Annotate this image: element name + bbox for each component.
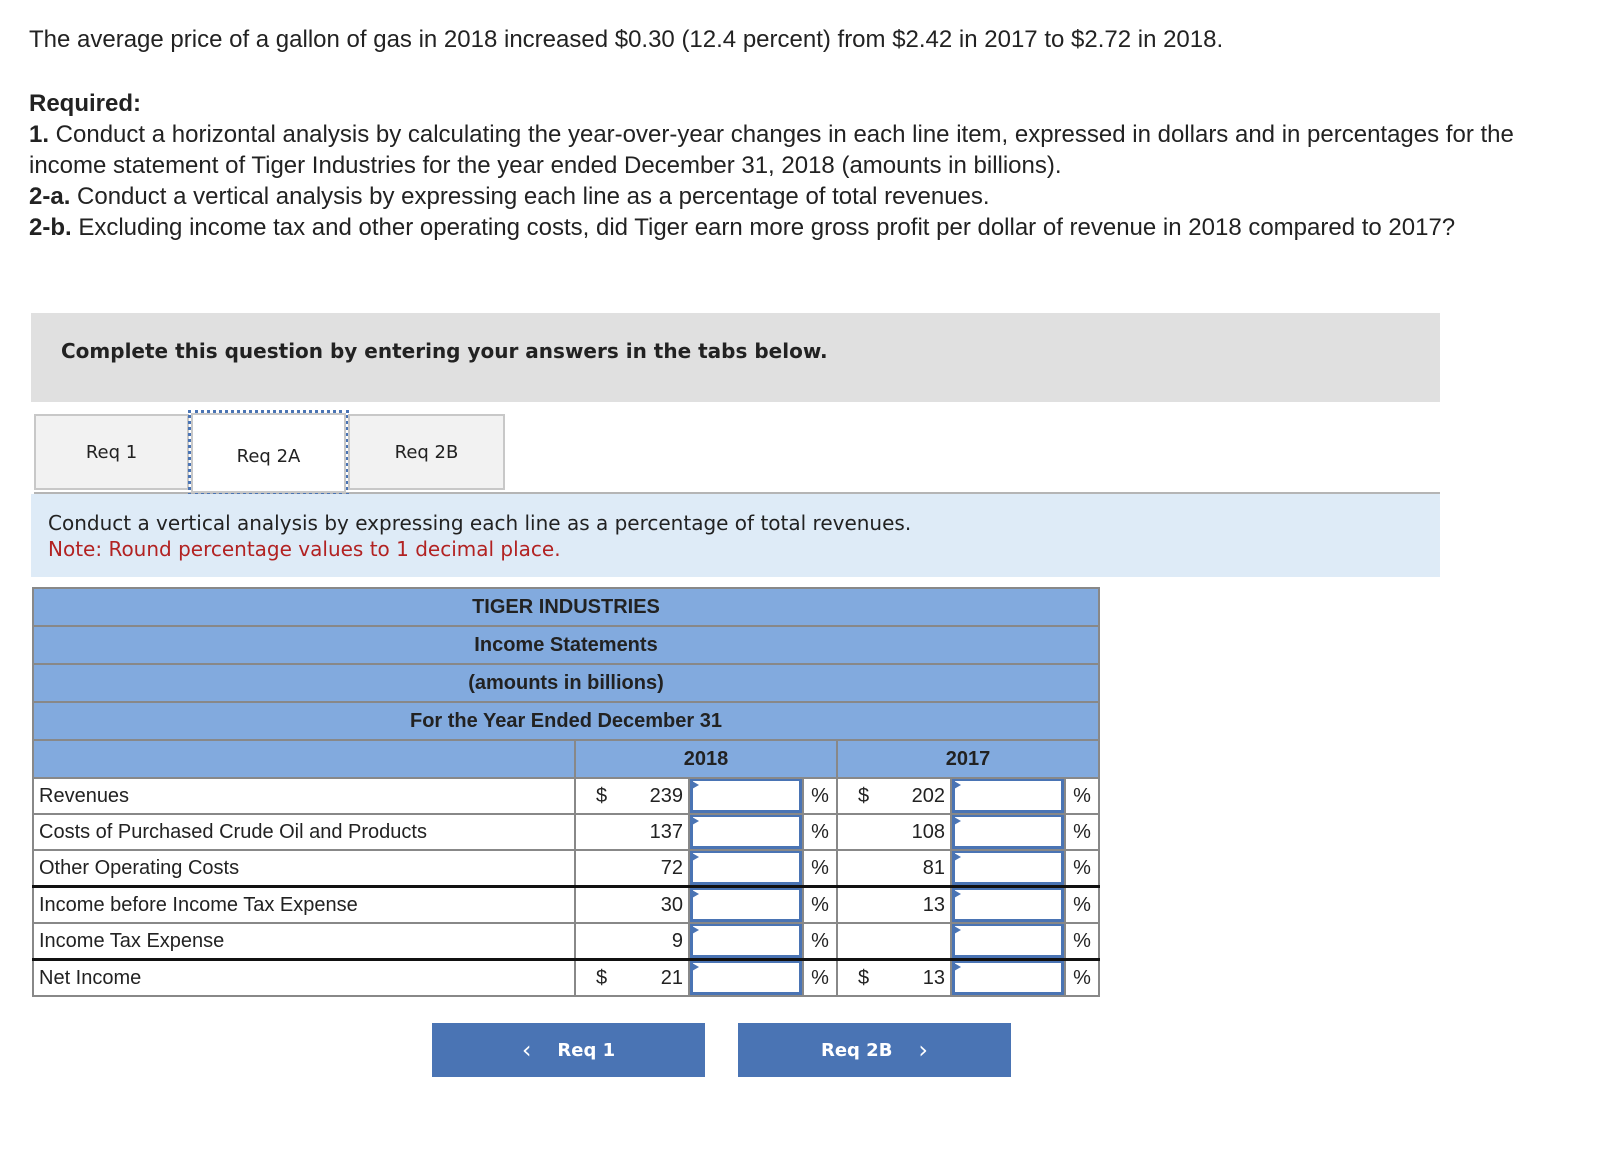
line-item-label: Revenues xyxy=(33,778,575,814)
percent-2018-field[interactable] xyxy=(690,888,802,922)
table-row xyxy=(33,960,1099,997)
table-row xyxy=(33,887,1099,924)
year-2018-header: 2018 xyxy=(575,740,837,778)
percent-sign: % xyxy=(803,778,837,814)
table-row xyxy=(33,778,1099,814)
line-item-label: Costs of Purchased Crude Oil and Products xyxy=(33,814,575,850)
percent-2017-field[interactable] xyxy=(952,924,1064,958)
percent-2018-input[interactable] xyxy=(689,960,803,997)
percent-2017-field[interactable] xyxy=(952,888,1064,922)
line-item-label: Net Income xyxy=(33,960,575,997)
statement-units: (amounts in billions) xyxy=(33,664,1099,702)
table-row xyxy=(33,814,1099,850)
requirement-2a: 2-a. Conduct a vertical analysis by expressing each line as a percentage of total revenues. xyxy=(29,183,990,210)
percent-2018-field[interactable] xyxy=(690,851,802,885)
percent-sign: % xyxy=(803,960,837,997)
amount-2017 xyxy=(837,923,951,960)
rounding-note: Note: Round percentage values to 1 decimal place. xyxy=(48,537,561,561)
requirement-1: 1. Conduct a horizontal analysis by calculating the year-over-year changes in each line item, expressed in dollars and in percentages for the income statement of Tiger Industries for the year ended December 31, 2018 (amounts in billions). xyxy=(29,121,1514,179)
percent-sign: % xyxy=(1065,923,1099,960)
amount-2017: $ 13 xyxy=(837,960,951,997)
year-2017-header: 2017 xyxy=(837,740,1099,778)
line-item-label: Income Tax Expense xyxy=(33,923,575,960)
requirement-2b: 2-b. Excluding income tax and other operating costs, did Tiger earn more gross profit per dollar of revenue in 2018 compared to 2017? xyxy=(29,214,1456,241)
percent-sign: % xyxy=(803,923,837,960)
statement-title: Income Statements xyxy=(33,626,1099,664)
prev-req-1-button[interactable]: ‹ Req 1 xyxy=(432,1023,705,1077)
table-row xyxy=(33,923,1099,960)
amount-2018: 72 xyxy=(575,850,689,887)
tab-instructions xyxy=(31,494,1440,577)
percent-sign: % xyxy=(803,814,837,850)
percent-2017-input[interactable] xyxy=(951,923,1065,960)
percent-2017-field[interactable] xyxy=(952,851,1064,885)
percent-sign: % xyxy=(803,850,837,887)
percent-2017-input[interactable] xyxy=(951,814,1065,850)
line-item-label: Income before Income Tax Expense xyxy=(33,887,575,924)
percent-2018-field[interactable] xyxy=(690,961,802,995)
percent-sign: % xyxy=(1065,887,1099,924)
company-name: TIGER INDUSTRIES xyxy=(33,588,1099,626)
next-req-2b-button[interactable]: Req 2B › xyxy=(738,1023,1011,1077)
percent-2017-input[interactable] xyxy=(951,778,1065,814)
income-statement-table xyxy=(32,587,1100,997)
percent-2017-field[interactable] xyxy=(952,961,1064,995)
question-text xyxy=(29,24,1589,243)
table-row xyxy=(33,850,1099,887)
percent-2018-input[interactable] xyxy=(689,850,803,887)
statement-period: For the Year Ended December 31 xyxy=(33,702,1099,740)
amount-2017: 108 xyxy=(837,814,951,850)
instruction-text: Conduct a vertical analysis by expressing each line as a percentage of total revenues. xyxy=(48,511,912,535)
tab-req-2b[interactable]: Req 2B xyxy=(348,414,505,490)
percent-sign: % xyxy=(803,887,837,924)
percent-2017-input[interactable] xyxy=(951,960,1065,997)
percent-sign: % xyxy=(1065,960,1099,997)
percent-sign: % xyxy=(1065,778,1099,814)
amount-2018: 9 xyxy=(575,923,689,960)
percent-2018-input[interactable] xyxy=(689,887,803,924)
percent-2018-field[interactable] xyxy=(690,779,802,813)
percent-sign: % xyxy=(1065,814,1099,850)
percent-2017-field[interactable] xyxy=(952,779,1064,813)
amount-2017: $ 202 xyxy=(837,778,951,814)
amount-2018: $ 239 xyxy=(575,778,689,814)
amount-2018: 137 xyxy=(575,814,689,850)
percent-sign: % xyxy=(1065,850,1099,887)
percent-2018-field[interactable] xyxy=(690,815,802,849)
percent-2018-input[interactable] xyxy=(689,814,803,850)
percent-2018-input[interactable] xyxy=(689,778,803,814)
amount-2018: 30 xyxy=(575,887,689,924)
percent-2017-input[interactable] xyxy=(951,850,1065,887)
tab-bar xyxy=(34,413,1440,494)
instructions-banner: Complete this question by entering your answers in the tabs below. xyxy=(31,313,1440,402)
chevron-left-icon: ‹ xyxy=(521,1036,532,1064)
chevron-right-icon: › xyxy=(918,1036,929,1064)
amount-2018: $ 21 xyxy=(575,960,689,997)
percent-2018-field[interactable] xyxy=(690,924,802,958)
percent-2017-field[interactable] xyxy=(952,815,1064,849)
amount-2017: 81 xyxy=(837,850,951,887)
amount-2017: 13 xyxy=(837,887,951,924)
intro-text: The average price of a gallon of gas in 2018 increased $0.30 (12.4 percent) from $2.42 in 2017 to $2.72 in 2018. xyxy=(29,26,1224,53)
required-heading: Required: xyxy=(29,90,142,117)
line-item-label: Other Operating Costs xyxy=(33,850,575,887)
percent-2018-input[interactable] xyxy=(689,923,803,960)
percent-2017-input[interactable] xyxy=(951,887,1065,924)
tab-req-2a[interactable]: Req 2A xyxy=(191,413,346,493)
tab-req-1[interactable]: Req 1 xyxy=(34,414,189,490)
